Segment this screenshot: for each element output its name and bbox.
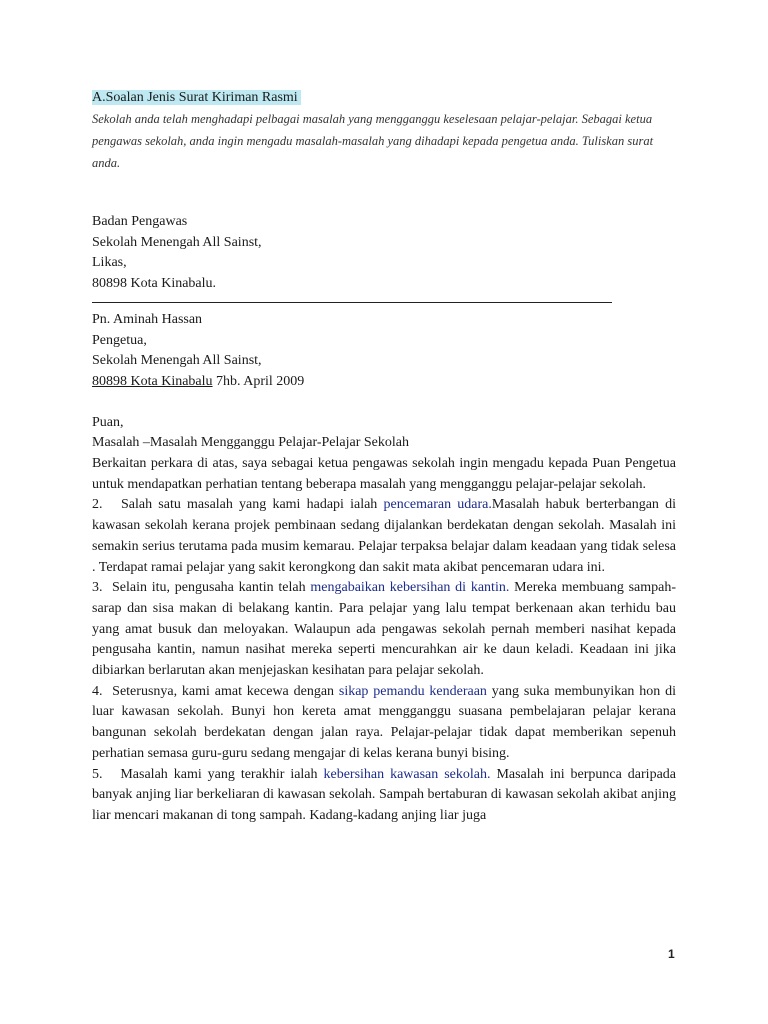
keyword: pencemaran udara. xyxy=(383,497,492,513)
document-page xyxy=(92,88,676,827)
paragraph-3 xyxy=(92,578,676,682)
recipient-line: Sekolah Menengah All Sainst, xyxy=(92,353,262,369)
paragraph-text: yang suka membunyikan hon di luar kawasan sekolah. Bunyi hon kereta amat mengganggu suasana pembelajaran pelajar kerana bangunan sekolah berdekatan dengan jalan raya. Pelajar-pelajar tidak dapat memberikan sepenuh perhatian semasa guru-guru sedang mengajar di kelas kerana bunyi bising. xyxy=(92,683,676,761)
paragraph-2 xyxy=(92,495,676,578)
letter-date: 7hb. April 2009 xyxy=(212,373,305,389)
keyword: mengabaikan kebersihan di kantin. xyxy=(310,580,510,596)
paragraph-text: 2. Salah satu masalah yang kami hadapi ialah xyxy=(92,497,384,513)
question-heading xyxy=(92,88,676,108)
paragraph-5 xyxy=(92,765,676,827)
paragraph-text: 3. Selain itu, pengusaha kantin telah xyxy=(92,580,311,596)
sender-line: Sekolah Menengah All Sainst, xyxy=(92,234,262,250)
keyword: sikap pemandu kenderaan xyxy=(338,683,487,699)
question-task: Sekolah anda telah menghadapi pelbagai masalah yang mengganggu keselesaan pelajar-pelajar. Sebagai ketua pengawas sekolah, anda ingin mengadu masalah-masalah yang dihadapi kepada pengetua anda. Tuliskan surat anda. xyxy=(92,112,654,170)
sender-address xyxy=(92,212,676,295)
heading-highlight: A.Soalan Jenis Surat Kiriman Rasmi xyxy=(92,90,301,105)
letter-subject: Masalah –Masalah Mengganggu Pelajar-Pelajar Sekolah xyxy=(92,435,409,451)
recipient-address xyxy=(92,310,676,393)
paragraph-intro: Berkaitan perkara di atas, saya sebagai ketua pengawas sekolah ingin mengadu kepada Puan Pengetua untuk mendapatkan perhatian tentang beberapa masalah yang mengganggu pelajar-pelajar sekolah. xyxy=(92,456,676,492)
salutation: Puan, xyxy=(92,414,124,430)
page-number: 1 xyxy=(668,947,675,961)
paragraph-text: Masalah ini berpunca daripada banyak anjing liar berkeliaran di kawasan sekolah. Sampah bertaburan di kawasan sekolah akibat anjing liar mencari makanan di tong sampah. Kadang-kadang anjing liar juga xyxy=(92,766,677,823)
paragraph-4 xyxy=(92,682,676,765)
divider-line xyxy=(92,302,612,303)
sender-line: Badan Pengawas xyxy=(92,214,188,229)
paragraph-text: 4. Seterusnya, kami amat kecewa dengan xyxy=(92,683,339,699)
recipient-city: 80898 Kota Kinabalu xyxy=(92,373,213,389)
recipient-line: Pn. Aminah Hassan xyxy=(92,311,203,327)
sender-line: Likas, xyxy=(92,255,127,271)
paragraph-text: 5. Masalah kami yang terakhir ialah xyxy=(92,766,324,782)
paragraph-text: Mereka membuang sampah- sarap dan sisa makan di belakang kantin. Para pelajar yang lalu tempat berkenaan akan terhidu bau yang amat busuk dan meloyakan. Walaupun ada pengawas sekolah pernah memberi nasihat kepada pengusaha kantin, namun nasihat mereka seperti mencurahkan air ke daun keladi. Keadaan ini jika dibiarkan berlarutan akan menjejaskan kesihatan para pelajar sekolah. xyxy=(92,580,677,679)
recipient-city-date xyxy=(92,372,676,393)
sender-line: 80898 Kota Kinabalu. xyxy=(92,276,217,292)
recipient-line: Pengetua, xyxy=(92,332,147,348)
keyword: kebersihan kawasan sekolah. xyxy=(323,766,491,782)
paragraph-text: Masalah habuk berterbangan di kawasan sekolah kerana projek pembinaan sedang dijalankan berdekatan dengan sekolah. Masalah ini semakin serius terutama pada musim kemarau. Pelajar terpaksa belajar dalam keadaan yang tidak selesa . Terdapat ramai pelajar yang sakit kerongkong dan sakit mata akibat pencemaran udara ini. xyxy=(92,497,676,575)
